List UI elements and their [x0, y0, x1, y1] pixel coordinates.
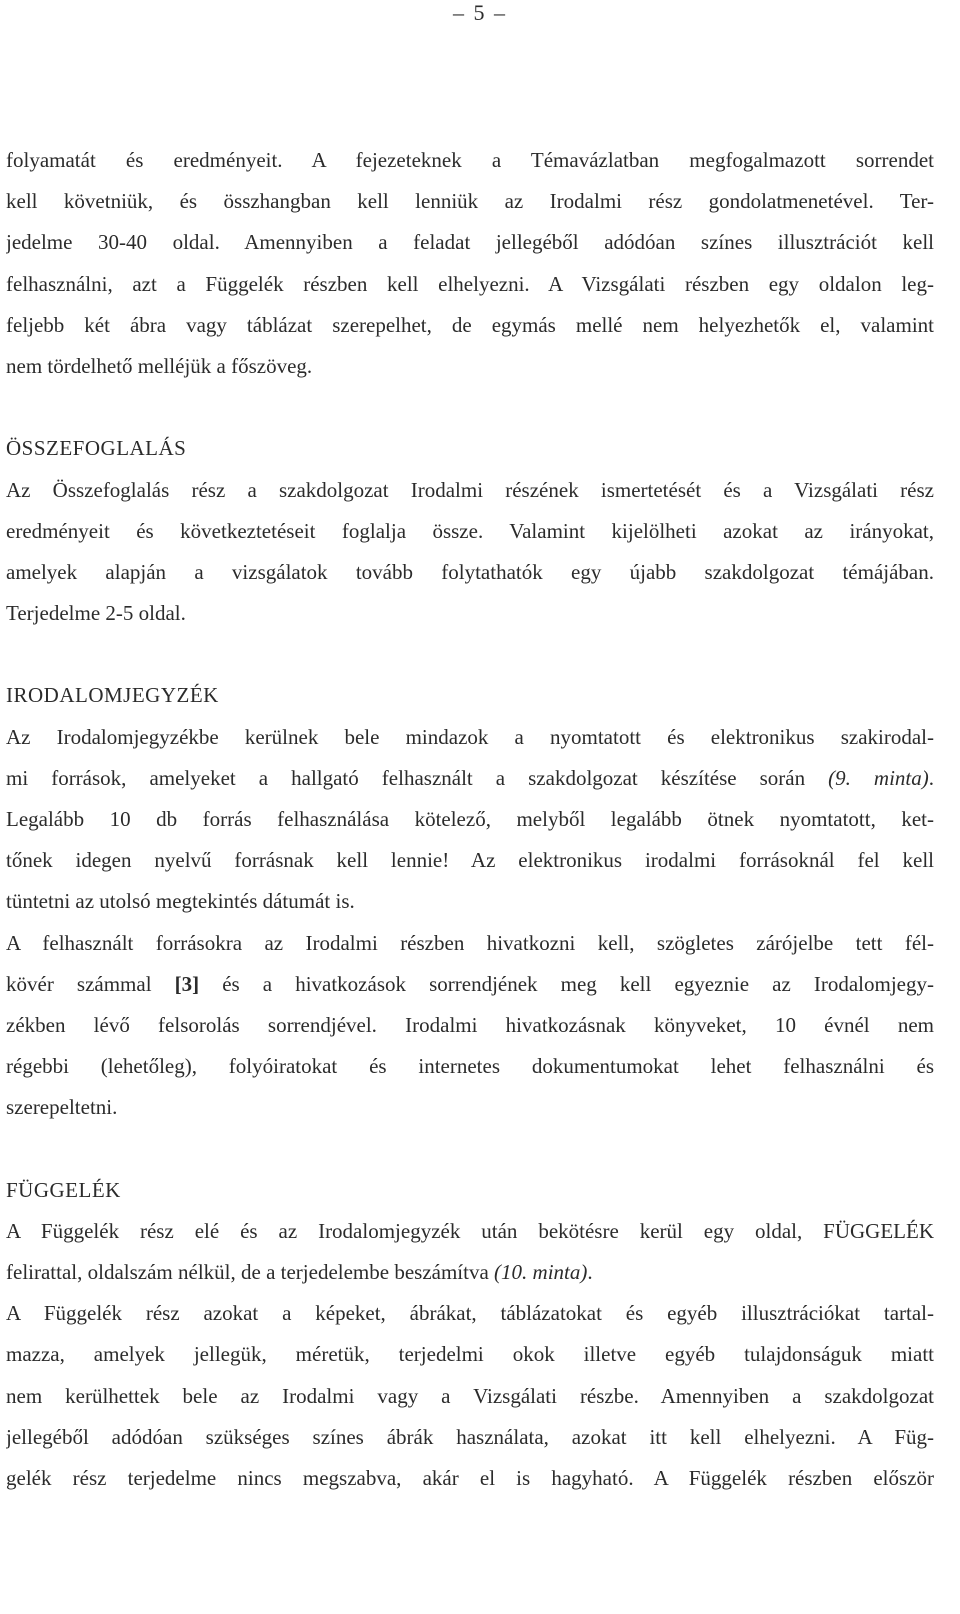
- sample-reference: (10. minta): [494, 1260, 588, 1285]
- text-line: szerepeltetni.: [6, 1095, 118, 1120]
- section-heading: IRODALOMJEGYZÉK: [6, 683, 219, 708]
- text-line: Az Összefoglalás rész a szakdolgozat Irodalmi részének ismertetését és a Vizsgálati rész: [6, 477, 934, 502]
- text-run: és a hivatkozások sorrendjének meg kell egyeznie az Irodalomjegy-: [199, 971, 934, 996]
- text-run: kövér számmal: [6, 971, 175, 996]
- text-line: A Függelék rész elé és az Irodalomjegyzék után bekötésre kerül egy oldal, FÜGGELÉK: [6, 1218, 934, 1243]
- text-line: régebbi (lehetőleg), folyóiratokat és internetes dokumentumokat lehet felhasználni és: [6, 1054, 934, 1079]
- bibliography-section: [6, 675, 934, 1128]
- text-line: A felhasznált forrásokra az Irodalmi részben hivatkozni kell, szögletes zárójelbe tett fél-: [6, 930, 934, 955]
- citation-example: [3]: [174, 971, 200, 996]
- text-line: [6, 964, 934, 1005]
- text-line: nem kerülhettek bele az Irodalmi vagy a Vizsgálati részbe. Amennyiben a szakdolgozat: [6, 1383, 934, 1408]
- text-line: eredményeit és következtetéseit foglalja össze. Valamint kijelölheti azokat az irányokat,: [6, 518, 934, 543]
- text-line: folyamatát és eredményeit. A fejezeteknek a Témavázlatban megfogalmazott sorrendet: [6, 148, 934, 172]
- appendix-section: [6, 1170, 934, 1500]
- text-line: zékben lévő felsorolás sorrendjével. Irodalmi hivatkozásnak könyveket, 10 évnél nem: [6, 1012, 934, 1037]
- text-line: Legalább 10 db forrás felhasználása kötelező, melyből legalább ötnek nyomtatott, ket-: [6, 807, 934, 831]
- text-line: jellegéből adódóan szükséges színes ábrák használata, azokat itt kell elhelyezni. A Füg-: [6, 1424, 934, 1449]
- text-run: mi források, amelyeket a hallgató felhasznált a szakdolgozat készítése során: [6, 765, 829, 790]
- text-line: tőnek idegen nyelvű forrásnak kell lennie! Az elektronikus irodalmi forrásoknál fel kell: [6, 848, 934, 873]
- page-body: [6, 140, 934, 1499]
- summary-section: [6, 428, 934, 634]
- text-run: .: [587, 1260, 593, 1285]
- text-line: Az Irodalomjegyzékbe kerülnek bele mindazok a nyomtatott és elektronikus szakirodal-: [6, 724, 934, 749]
- section-gap: [6, 387, 934, 428]
- text-line: gelék rész terjedelme nincs megszabva, akár el is hagyható. A Függelék részben először: [6, 1466, 934, 1490]
- page-number: – 5 –: [453, 0, 507, 25]
- sample-reference: (9. minta): [828, 765, 929, 790]
- section-gap: [6, 1129, 934, 1170]
- section-heading: ÖSSZEFOGLALÁS: [6, 436, 187, 461]
- section-heading: FÜGGELÉK: [6, 1177, 121, 1202]
- text-line: A Függelék rész azokat a képeket, ábrákat, táblázatokat és egyéb illusztrációkat tartal-: [6, 1301, 934, 1326]
- text-line: felhasználni, azt a Függelék részben kell elhelyezni. A Vizsgálati részben egy oldalon leg-: [6, 271, 934, 296]
- text-line: [6, 1252, 934, 1293]
- text-line: kell követniük, és összhangban kell lenniük az Irodalmi rész gondolatmenetével. Ter-: [6, 189, 934, 214]
- section-gap: [6, 634, 934, 675]
- text-line: feljebb két ábra vagy táblázat szerepelhet, de egymás mellé nem helyezhetők el, valamint: [6, 312, 934, 337]
- text-line: amelyek alapján a vizsgálatok tovább folytathatók egy újabb szakdolgozat témájában.: [6, 559, 934, 584]
- text-run: felirattal, oldalszám nélkül, de a terjedelembe beszámítva: [6, 1260, 495, 1285]
- text-line: nem tördelhető melléjük a főszöveg.: [6, 353, 313, 378]
- text-line: Terjedelme 2-5 oldal.: [6, 601, 186, 626]
- text-line: [6, 758, 934, 799]
- text-line: mazza, amelyek jellegük, méretük, terjedelmi okok illetve egyéb tulajdonságuk miatt: [6, 1342, 934, 1367]
- text-line: tüntetni az utolsó megtekintés dátumát is.: [6, 889, 355, 914]
- intro-paragraph: [6, 140, 934, 387]
- text-run: .: [928, 765, 934, 790]
- text-line: jedelme 30-40 oldal. Amennyiben a feladat jellegéből adódóan színes illusztrációt kell: [6, 230, 934, 255]
